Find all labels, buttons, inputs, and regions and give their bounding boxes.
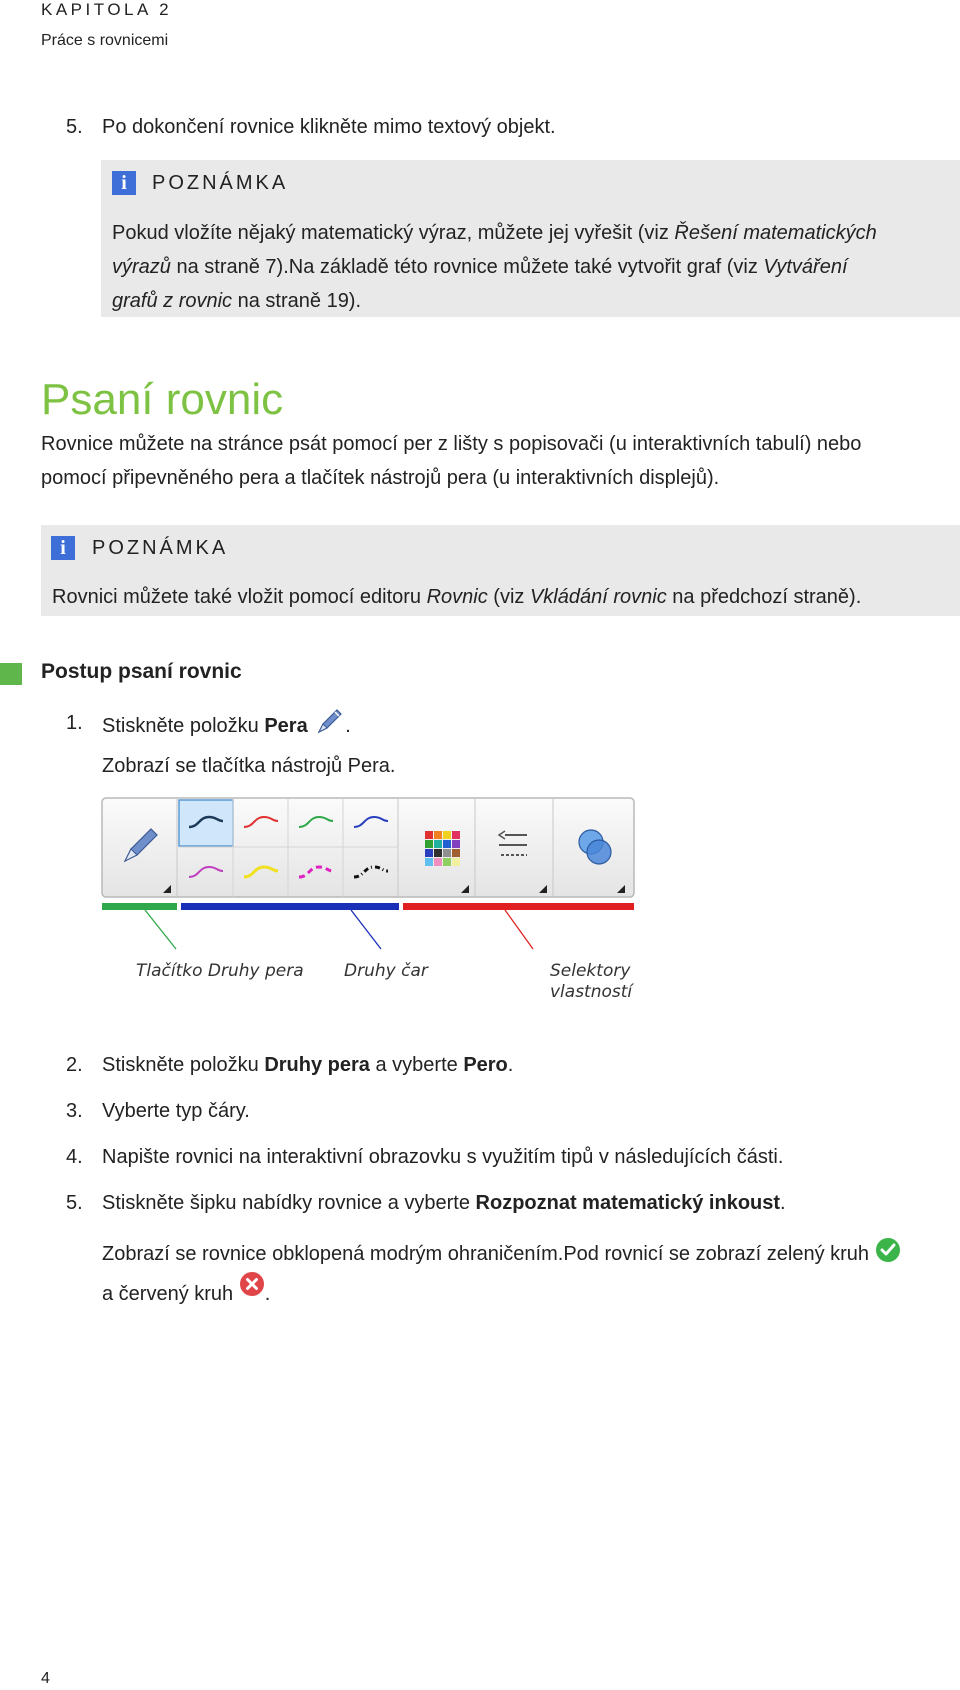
step-number: 1. bbox=[66, 712, 83, 734]
info-icon: i bbox=[112, 171, 136, 195]
line-types-bracket bbox=[181, 903, 399, 910]
pen-types-bracket bbox=[102, 903, 177, 910]
step-number: 5. bbox=[66, 116, 83, 138]
properties-bracket bbox=[403, 903, 634, 910]
pen-toolbar-figure bbox=[101, 797, 636, 1002]
procedure-marker bbox=[0, 663, 22, 685]
label-properties-1: Selektory bbox=[550, 961, 631, 981]
step-text: Napište rovnici na interaktivní obrazovku s využitím tipů v následujících části. bbox=[102, 1146, 784, 1168]
note-text: Pokud vložíte nějaký matematický výraz, můžete jej vyřešit (viz Řešení matematických výrazů na straně 7).Na základě této rovnice můžete také vytvořit graf (viz Vytváření grafů z rovnic na straně 19). bbox=[112, 222, 877, 312]
page-number: 4 bbox=[41, 1670, 50, 1687]
step-number: 5. bbox=[66, 1192, 83, 1214]
note-title: POZNÁMKA bbox=[92, 537, 229, 559]
label-properties-2: vlastností bbox=[550, 982, 633, 1002]
step-text: Po dokončení rovnice klikněte mimo textový objekt. bbox=[102, 116, 556, 138]
step-number: 4. bbox=[66, 1146, 83, 1168]
label-pen-types: Tlačítko Druhy pera bbox=[136, 961, 304, 981]
procedure-title: Postup psaní rovnic bbox=[41, 660, 242, 683]
step-text: Stiskněte položku Pera . bbox=[102, 706, 351, 743]
step-result: Zobrazí se tlačítka nástrojů Pera. bbox=[102, 755, 396, 777]
section-heading: Psaní rovnic bbox=[41, 375, 284, 424]
pen-icon bbox=[315, 706, 345, 736]
step-number: 3. bbox=[66, 1100, 83, 1122]
section-body-line1: Rovnice můžete na stránce psát pomocí per z lišty s popisovači (u interaktivních tabulí) nebo bbox=[41, 433, 862, 455]
step-text: Stiskněte šipku nabídky rovnice a vyberte Rozpoznat matematický inkoust. bbox=[102, 1192, 786, 1214]
info-icon: i bbox=[51, 536, 75, 560]
step-result: Zobrazí se rovnice obklopená modrým ohraničením.Pod rovnicí se zobrazí zelený kruh bbox=[102, 1237, 901, 1271]
step-text: Vyberte typ čáry. bbox=[102, 1100, 250, 1122]
section-body-line2: pomocí připevněného pera a tlačítek nástrojů pera (u interaktivních displejů). bbox=[41, 467, 720, 489]
note-text: Rovnici můžete také vložit pomocí editoru Rovnic (viz Vkládání rovnic na předchozí straně). bbox=[52, 586, 862, 608]
step-result: a červený kruh . bbox=[102, 1271, 270, 1311]
chapter-title: Práce s rovnicemi bbox=[41, 32, 169, 49]
step-text: Stiskněte položku Druhy pera a vyberte Pero. bbox=[102, 1054, 514, 1076]
note-title: POZNÁMKA bbox=[152, 172, 289, 194]
red-x-icon bbox=[239, 1271, 265, 1297]
green-check-icon bbox=[875, 1237, 901, 1263]
step-number: 2. bbox=[66, 1054, 83, 1076]
label-line-types: Druhy čar bbox=[344, 961, 428, 981]
chapter-label: KAPITOLA 2 bbox=[41, 0, 173, 19]
